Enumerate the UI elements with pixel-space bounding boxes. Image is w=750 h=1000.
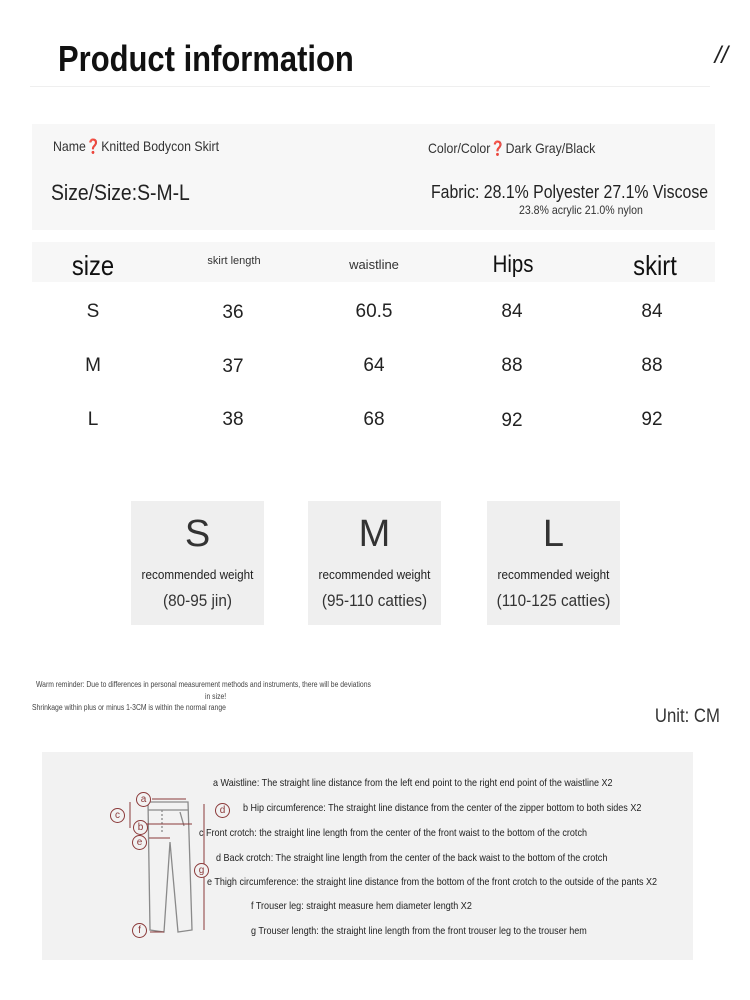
warm-reminder-line1: Warm reminder: Due to differences in personal measurement methods and instruments, there will be deviations [36, 680, 371, 689]
table-cell: 64 [363, 355, 385, 376]
table-cell: M [85, 355, 101, 376]
col-header-skirt: skirt [633, 250, 677, 281]
col-header-hips: Hips [492, 251, 534, 278]
marker-f: f [132, 923, 147, 938]
trouser-outline-icon [148, 802, 192, 932]
marker-b: b [133, 820, 148, 835]
marker-c: c [110, 808, 125, 823]
table-cell: S [86, 301, 100, 322]
marker-e: e [132, 835, 147, 850]
definition-trouser-leg: f Trouser leg: straight measure hem diameter length X2 [251, 900, 472, 912]
marker-g: g [194, 863, 209, 878]
weight-card-label: recommended weight [497, 567, 610, 582]
weight-card-m [308, 501, 441, 625]
product-name: Name❓Knitted Bodycon Skirt [53, 138, 219, 154]
product-fabric-line2: 23.8% acrylic 21.0% nylon [519, 203, 643, 217]
col-header-size: size [71, 250, 115, 281]
weight-card-range: (95-110 catties) [321, 591, 428, 610]
marker-d: d [215, 803, 230, 818]
weight-card-size: S [184, 513, 211, 555]
weight-card-label: recommended weight [318, 567, 431, 582]
weight-card-size: M [358, 513, 391, 555]
col-header-skirt-length: skirt length [207, 255, 261, 267]
table-cell: 88 [641, 355, 663, 376]
definition-hip: b Hip circumference: The straight line distance from the center of the zipper bottom to both sides X2 [243, 802, 642, 814]
product-fabric-line1: Fabric: 28.1% Polyester 27.1% Viscose [431, 182, 709, 202]
weight-card-label: recommended weight [141, 567, 254, 582]
marker-a: a [136, 792, 151, 807]
definition-waistline: a Waistline: The straight line distance from the left end point to the right end point of the waistline X2 [213, 777, 613, 789]
table-cell: 84 [501, 301, 523, 322]
unit-label: Unit: CM [654, 706, 720, 727]
definition-thigh: e Thigh circumference: the straight line distance from the bottom of the front crotch to the outside of the pants X2 [207, 876, 658, 888]
col-header-waistline: waistline [349, 257, 399, 272]
product-size: Size/Size:S-M-L [51, 180, 190, 205]
definition-front-crotch: c Front crotch: the straight line length from the center of the front waist to the bottom of the crotch [199, 827, 587, 839]
table-cell: 36 [222, 302, 244, 323]
warm-reminder-line2: in size! [205, 692, 227, 701]
table-cell: 38 [222, 409, 244, 430]
shrinkage-note: Shrinkage within plus or minus 1-3CM is within the normal range [32, 703, 226, 712]
table-cell: 88 [501, 355, 523, 376]
weight-card-range: (80-95 jin) [163, 591, 232, 610]
definition-trouser-length: g Trouser length: the straight line length from the front trouser leg to the trouser hem [251, 925, 587, 937]
table-cell: 37 [222, 356, 244, 377]
weight-card-s [131, 501, 264, 625]
divider [30, 86, 710, 87]
weight-card-size: L [542, 513, 565, 555]
table-cell: 68 [363, 409, 385, 430]
decorative-slashes: // [714, 42, 728, 69]
page-title: Product information [58, 38, 354, 79]
table-cell: L [87, 409, 99, 430]
table-cell: 92 [641, 409, 663, 430]
weight-card-range: (110-125 catties) [496, 591, 611, 610]
table-cell: 60.5 [355, 301, 393, 322]
weight-card-l [487, 501, 620, 625]
table-cell: 84 [641, 301, 663, 322]
product-color: Color/Color❓Dark Gray/Black [428, 140, 596, 156]
definition-back-crotch: d Back crotch: The straight line length from the center of the back waist to the bottom of the crotch [216, 852, 608, 864]
table-cell: 92 [501, 410, 523, 431]
